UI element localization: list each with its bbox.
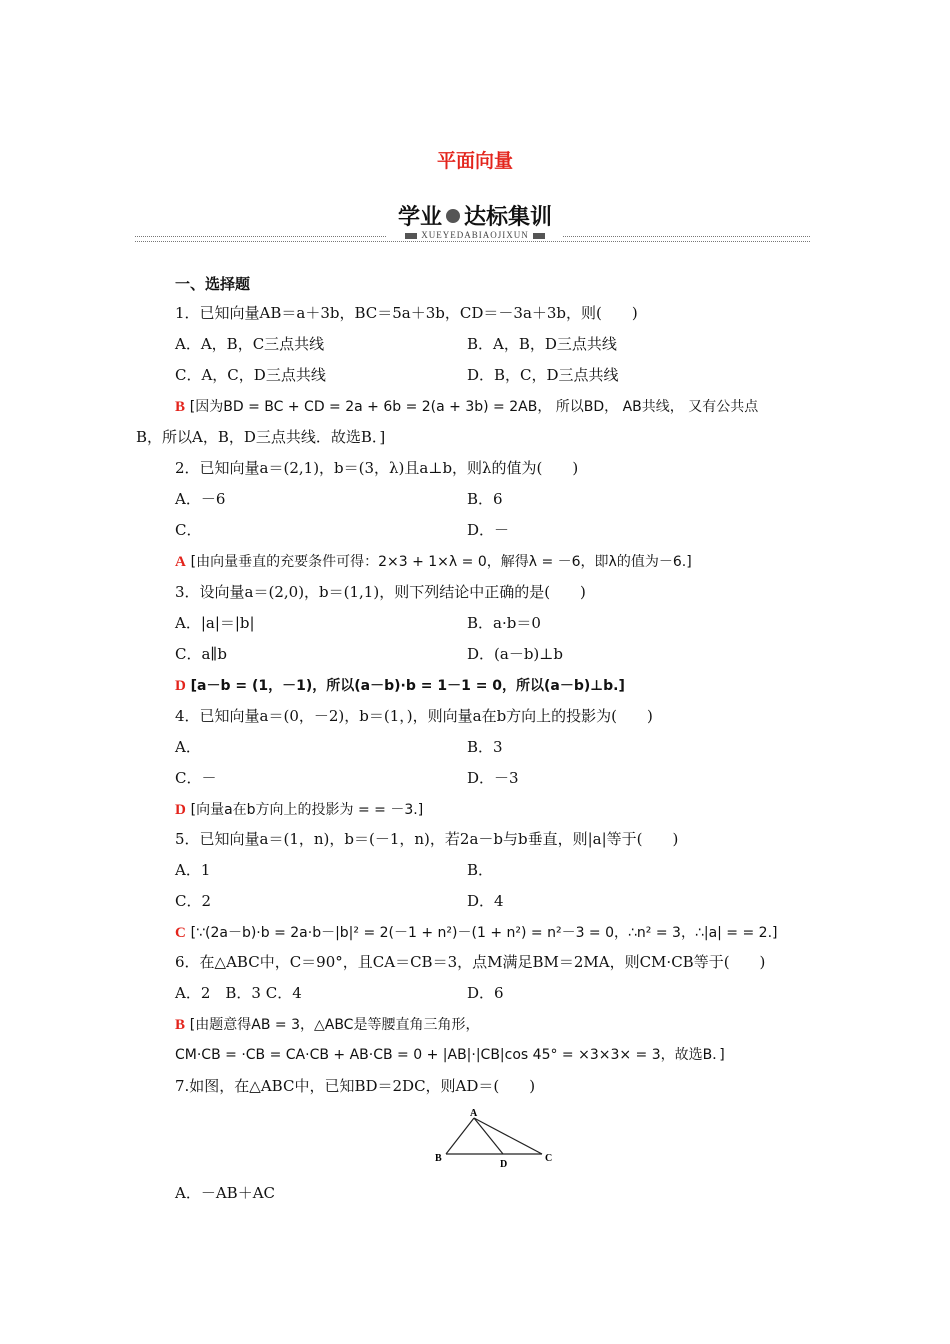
q4-option-c: C．－: [175, 769, 217, 787]
q2-option-a: A．－6: [175, 490, 226, 508]
q2-answer-letter: A: [175, 554, 186, 570]
q5-option-a: A．1: [175, 861, 211, 879]
q6-answer-letter: B: [175, 1017, 186, 1033]
q7-stem: 7.如图，在△ABC中，已知BD＝2DC，则AD＝( ): [175, 1077, 536, 1095]
section-right-text: 达标集训: [464, 205, 553, 230]
q6-options-abc: A．2 B．3 C．4: [175, 984, 302, 1002]
q1-option-a: A．A，B，C三点共线: [175, 335, 325, 353]
fig-label-a: A: [470, 1108, 478, 1119]
page-title: 平面向量: [436, 150, 513, 172]
q2-stem: 2．已知向量a＝(2,1)，b＝(3，λ)且a⊥b，则λ的值为( ): [175, 459, 579, 477]
q5-answer-letter: C: [175, 925, 186, 941]
q4-option-d: D．－3: [467, 769, 519, 787]
q5-answer: [175, 922, 778, 943]
q5-stem: 5．已知向量a＝(1，n)，b＝(－1，n)，若2a－b与b垂直，则|a|等于( ): [175, 830, 679, 848]
q3-answer-letter: D: [175, 678, 186, 694]
q1-option-d: D．B，C，D三点共线: [467, 366, 619, 384]
triangle-figure: [430, 1108, 560, 1170]
q1-stem: 1．已知向量AB＝a＋3b，BC＝5a＋3b，CD＝－3a＋3b，则( ): [175, 304, 638, 322]
section-left-text: 学业: [397, 205, 442, 230]
q5-option-d: D．4: [467, 892, 504, 910]
q6-option-d: D．6: [467, 984, 504, 1002]
section-pinyin: XUEYEDABIAOJIXUN: [387, 230, 563, 240]
q4-option-a: A．: [175, 738, 201, 756]
q3-answer: [175, 675, 625, 696]
q1-answer: [175, 396, 758, 417]
section-banner: [0, 200, 950, 231]
q4-solution: [向量a在b方向上的投影为 = = －3.]: [190, 802, 424, 818]
q5-solution: [∵(2a－b)·b = 2a·b－|b|² = 2(－1 + n²)－(1 + n²) = n²－3 = 0，∴n² = 3，∴|a| = = 2.]: [190, 925, 778, 941]
q4-option-b: B．3: [467, 738, 503, 756]
part-heading: 一、选择题: [175, 275, 251, 293]
q3-option-d: D．(a－b)⊥b: [467, 645, 563, 663]
q4-answer-letter: D: [175, 802, 186, 818]
fig-label-c: C: [545, 1153, 553, 1164]
fig-label-d: D: [500, 1159, 508, 1170]
q2-option-d: D．－: [467, 521, 510, 539]
q3-solution: [a－b = (1，－1)，所以(a－b)·b = 1－1 = 0，所以(a－b)⊥b.]: [190, 678, 625, 694]
q6-solution-line1: [由题意得AB = 3，△ABC是等腰直角三角形，: [189, 1017, 480, 1033]
q1-answer-letter: B: [175, 399, 186, 415]
q7-option-a: A．－AB＋AC: [175, 1184, 275, 1202]
q2-solution: [由向量垂直的充要条件可得：2×3 + 1×λ = 0，解得λ = －6，即λ的值为－6.]: [190, 554, 692, 570]
q3-option-a: A．|a|＝|b|: [175, 614, 255, 632]
q2-option-c: C．: [175, 521, 202, 539]
q2-answer: [175, 551, 692, 572]
q5-option-b: B．: [467, 861, 494, 879]
q4-answer: [175, 799, 423, 820]
q1-solution-line1: [因为BD = BC + CD = 2a + 6b = 2(a + 3b) = 2AB， 所以BD， AB共线， 又有公共点: [189, 399, 759, 415]
q1-option-b: B．A，B，D三点共线: [467, 335, 617, 353]
q2-option-b: B．6: [467, 490, 503, 508]
q3-option-b: B．a·b＝0: [467, 614, 541, 632]
q4-stem: 4．已知向量a＝(0，－2)，b＝(1，)，则向量a在b方向上的投影为( ): [175, 707, 653, 725]
q5-option-c: C．2: [175, 892, 212, 910]
q1-solution-line2: B，所以A，B，D三点共线．故选B．]: [136, 428, 386, 446]
fig-label-b: B: [435, 1153, 442, 1164]
q1-option-c: C．A，C，D三点共线: [175, 366, 326, 384]
q3-stem: 3．设向量a＝(2,0)，b＝(1,1)，则下列结论中正确的是( ): [175, 583, 586, 601]
q6-stem: 6．在△ABC中，C＝90°，且CA＝CB＝3，点M满足BM＝2MA，则CM·CB等于( ): [175, 953, 766, 971]
arrow-circle-icon: [446, 209, 460, 223]
q6-solution-line2: CM·CB = ·CB = CA·CB + AB·CB = 0 + |AB|·|CB|cos 45° = ×3×3× = 3，故选B．]: [175, 1047, 725, 1063]
q3-option-c: C．a∥b: [175, 645, 227, 663]
q6-answer: [175, 1014, 479, 1035]
